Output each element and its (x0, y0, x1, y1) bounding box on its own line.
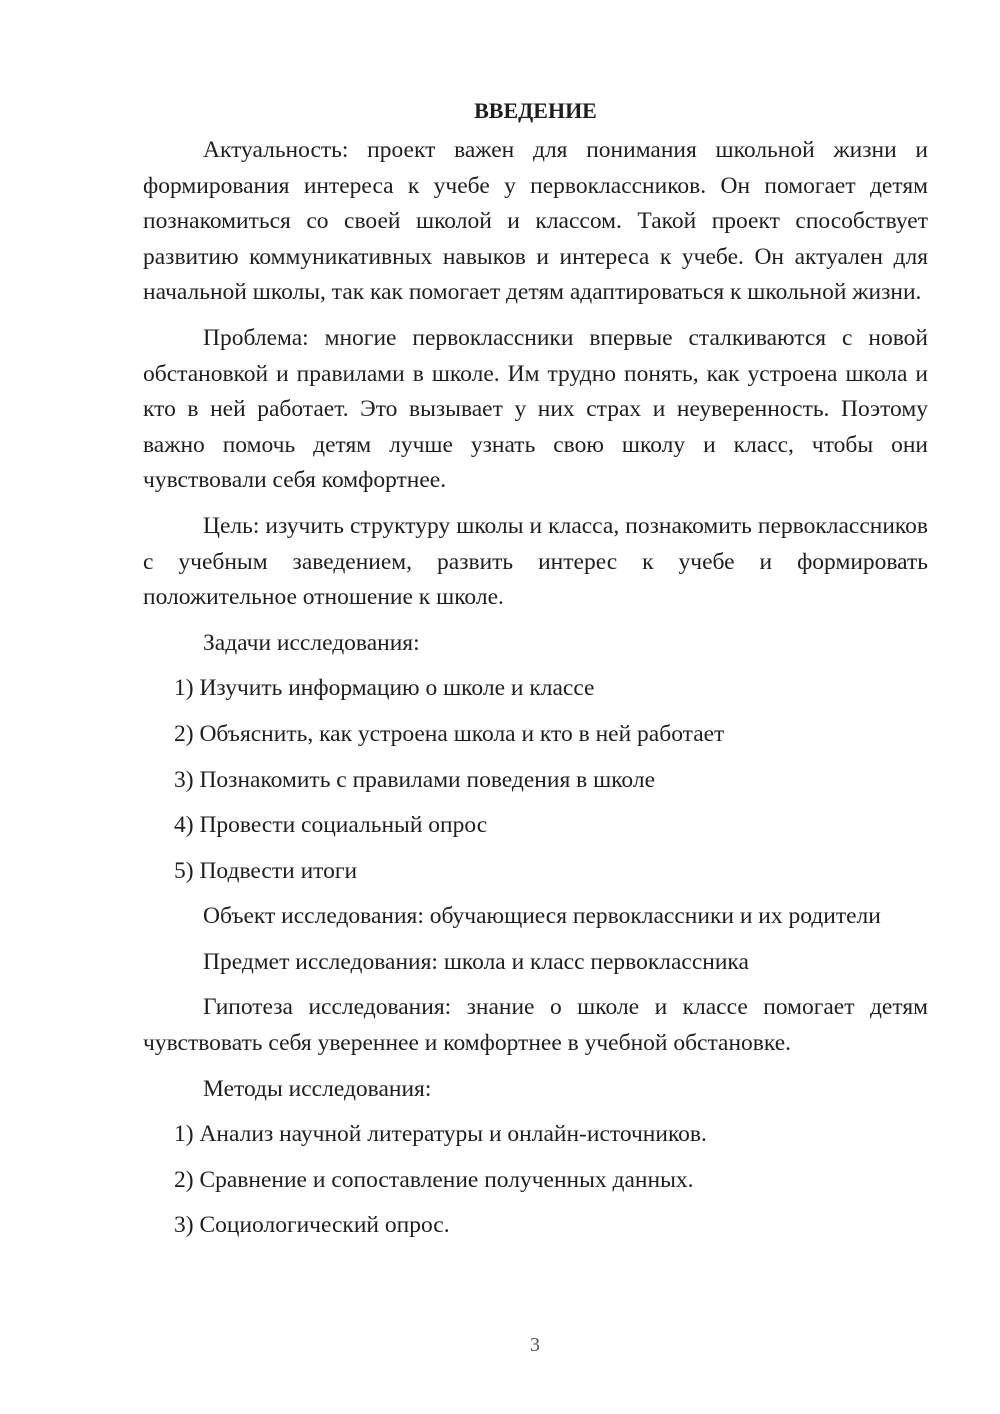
page-number: 3 (530, 1334, 540, 1356)
task-item: 1) Изучить информацию о школе и классе (174, 675, 595, 702)
relevance-paragraph: Актуальность: проект важен для понимания школьной жизни и формирования интереса к учебе у первоклассников. Он помогает детям познакомиться со своей школой и классом. Такой проект способствует развитию коммуникативных навыков и интереса к учебе. Он актуален для начальной школы, так как помогает детям адаптироваться к школьной жизни. (143, 137, 928, 306)
method-item: 2) Сравнение и сопоставление полученных данных. (174, 1166, 694, 1193)
task-item: 4) Провести социальный опрос (174, 812, 488, 839)
problem-paragraph: Проблема: многие первоклассники впервые сталкиваются с новой обстановкой и правилами в школе. Им трудно понять, как устроена школа и кто в ней работает. Это вызывает у них страх и неуверенность. Поэтому важно помочь детям лучше узнать свою школу и класс, чтобы они чувствовали себя комфортнее. (143, 324, 928, 494)
method-item: 3) Социологический опрос. (174, 1212, 450, 1239)
task-item: 2) Объяснить, как устроена школа и кто в ней работает (174, 720, 725, 747)
page-content (143, 93, 928, 1254)
task-item: 5) Подвести итоги (174, 857, 358, 884)
research-object: Объект исследования: обучающиеся первоклассники и их родители (203, 903, 881, 930)
goal-paragraph: Цель: изучить структуру школы и класса, познакомить первоклассников с учебным заведением, развить интерес к учебе и формировать положительное отношение к школе. (143, 512, 928, 611)
methods-heading: Методы исследования: (203, 1075, 432, 1102)
research-subject: Предмет исследования: школа и класс первоклассника (203, 948, 749, 975)
hypothesis-paragraph: Гипотеза исследования: знание о школе и классе помогает детям чувствовать себя увереннее и комфортнее в учебной обстановке. (143, 994, 928, 1057)
task-item: 3) Познакомить с правилами поведения в школе (174, 766, 656, 793)
section-title: ВВЕДЕНИЕ (474, 98, 597, 123)
method-item: 1) Анализ научной литературы и онлайн-источников. (174, 1121, 707, 1148)
tasks-heading: Задачи исследования: (203, 629, 420, 656)
